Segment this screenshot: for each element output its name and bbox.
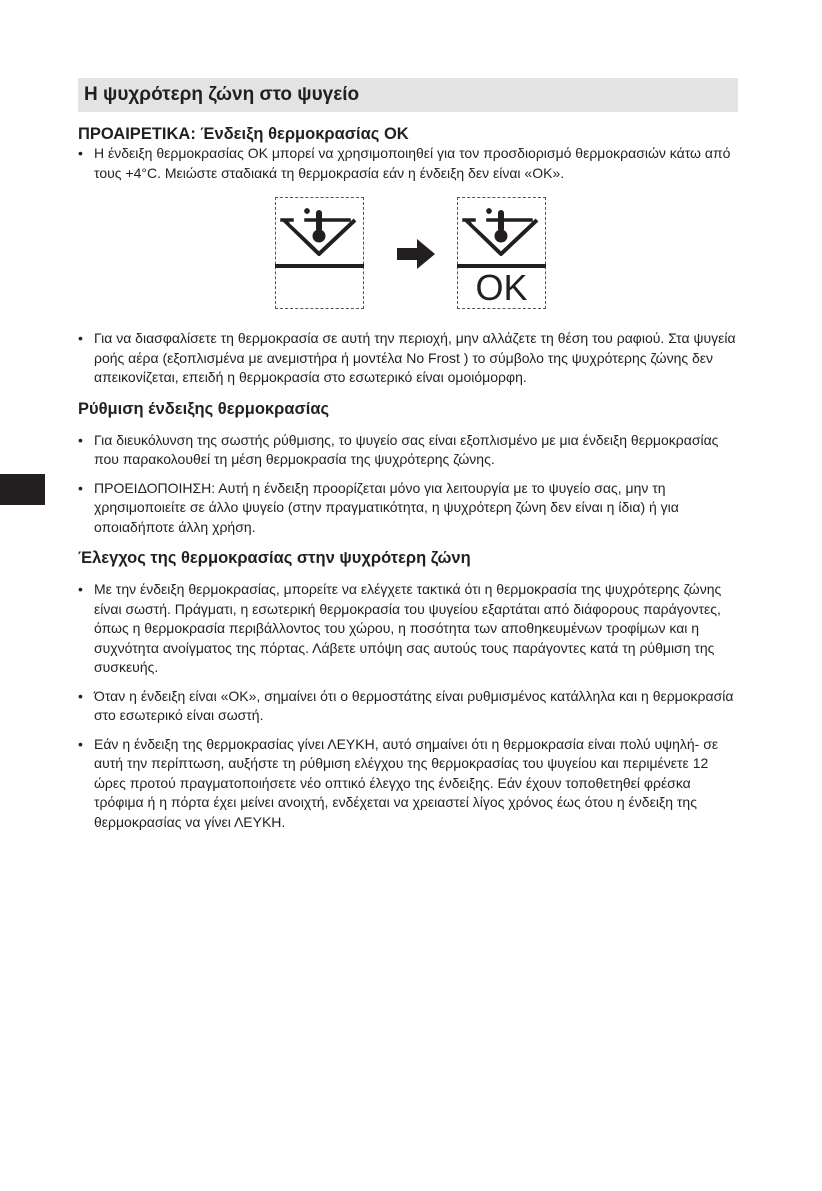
- section-ok-indicator-heading: ΠΡΟΑΙΡΕΤΙΚΑ: Ένδειξη θερμοκρασίας OK: [78, 125, 409, 143]
- section-temperature-check-heading: Έλεγχος της θερμοκρασίας στην ψυχρότερη ζώνη: [78, 549, 471, 567]
- side-language-tab: [0, 474, 45, 505]
- list-item: • Εάν η ένδειξη της θερμοκρασίας γίνει ΛΕΥΚΗ, αυτό σημαίνει ότι η θερμοκρασία είναι πολύ υψηλή- σε αυτή την περίπτωση, αυξήστε τη ρύθμιση ελέγχου της θερμοκρασίας του ψυγείου και περιμένετε 12 ώρες προτού πραγματοποιήσετε νέο οπτικό έλεγχο της ένδειξης. Εάν έχουν τοποθετηθεί φρέσκα τρόφιμα ή η πόρτα έχει μείνει ανοιχτή, ενδέχεται να χρειαστεί λίγος χρόνος έως ότου η ένδειξη της θερμοκρασίας να γίνει ΛΕΥΚΗ.: [78, 735, 738, 833]
- list-item: • Για να διασφαλίσετε τη θερμοκρασία σε αυτή την περιοχή, μην αλλάζετε τη θέση του ραφιού. Στα ψυγεία ροής αέρα (εξοπλισμένα με ανεμιστήρα ή μοντέλα No Frost ) το σύμβολο της ψυχρότερης ζώνης δεν απεικονίζεται, επειδή η θερμοκρασία στο εσωτερικό είναι ομοιόμορφη.: [78, 329, 738, 388]
- thermometer-snowflake-icon: [276, 198, 363, 264]
- right-arrow-icon: [397, 239, 437, 269]
- list-item: • Η ένδειξη θερμοκρασίας OK μπορεί να χρησιμοποιηθεί για τον προσδιορισμό θερμοκρασιών κάτω από τους +4°C. Μειώστε σταδιακά τη θερμοκρασία εάν η ένδειξη δεν είναι «OK».: [78, 144, 738, 183]
- list-item: • Όταν η ένδειξη είναι «OK», σημαίνει ότι ο θερμοστάτης είναι ρυθμισμένος κατάλληλα και η θερμοκρασία στο εσωτερικό είναι σωστή.: [78, 687, 738, 726]
- list-item: • Με την ένδειξη θερμοκρασίας, μπορείτε να ελέγχετε τακτικά ότι η θερμοκρασία της ψυχρότερης ζώνης είναι σωστή. Πράγματι, η εσωτερική θερμοκρασία του ψυγείου εξαρτάται από διάφορους παράγοντες, όπως η θερμοκρασία περιβάλλοντος του χώρου, η ποσότητα των αποθηκευμένων τροφίμων και η συχνότητα ανοίγματος της πόρτας. Λάβετε υπόψη σας αυτούς τους παράγοντες κατά τη ρύθμιση της συσκευής.: [78, 580, 738, 678]
- section-temperature-check-list: [78, 580, 738, 832]
- section-ok-indicator-list: [78, 144, 738, 183]
- section-indicator-setting-list: [78, 431, 738, 538]
- section-indicator-setting-heading: Ρύθμιση ένδειξης θερμοκρασίας: [78, 399, 330, 418]
- thermometer-snowflake-icon: [458, 198, 545, 264]
- indicator-ok-box: [457, 197, 546, 309]
- indicator-bar: [275, 264, 364, 268]
- page-title: Η ψυχρότερη ζώνη στο ψυγείο: [84, 84, 360, 105]
- list-item: • Για διευκόλυνση της σωστής ρύθμισης, το ψυγείο σας είναι εξοπλισμένο με μια ένδειξη θερμοκρασίας που παρακολουθεί τη μέση θερμοκρασία της ψυχρότερης ζώνης.: [78, 431, 738, 470]
- ok-indicator-figure: [78, 197, 738, 313]
- ok-label: OK: [475, 267, 528, 308]
- section-ok-indicator-list-2: [78, 329, 738, 388]
- page-content: [78, 78, 738, 832]
- list-item: • ΠΡΟΕΙΔΟΠΟΙΗΣΗ: Αυτή η ένδειξη προορίζεται μόνο για λειτουργία με το ψυγείο σας, μην τη χρησιμοποιείτε σε άλλο ψυγείο (στην πραγματικότητα, η ψυχρότερη ζώνη δεν είναι η ίδια) ή για οποιαδήποτε άλλη χρήση.: [78, 479, 738, 538]
- title-bar: [78, 78, 738, 112]
- indicator-not-ok-box: [275, 197, 364, 309]
